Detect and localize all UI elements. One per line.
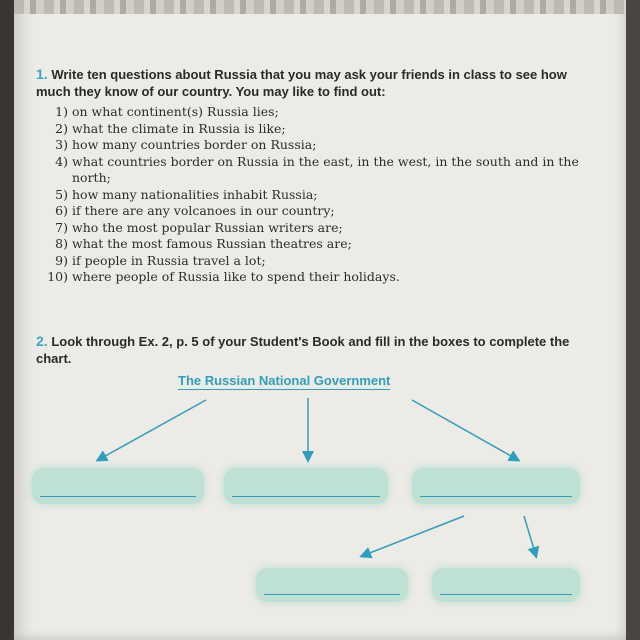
answer-line	[232, 496, 380, 497]
question-number: 1)	[55, 104, 68, 119]
question-text: if there are any volcanoes in our country;	[72, 203, 335, 218]
question-text: what countries border on Russia in the east, in the west, in the south and in the north;	[72, 153, 579, 185]
question-text: on what continent(s) Russia lies;	[72, 104, 279, 119]
question-number: 4)	[55, 153, 68, 169]
question-number: 5)	[55, 186, 68, 202]
answer-line	[40, 496, 196, 497]
question-number: 9)	[55, 252, 68, 268]
arrow-to-box-1	[98, 400, 206, 460]
question-text: how many nationalities inhabit Russia;	[72, 186, 318, 202]
answer-line	[440, 594, 572, 595]
arrow-to-box-3	[412, 400, 518, 460]
answer-line	[264, 594, 400, 595]
question-text: what the most famous Russian theatres are;	[72, 236, 352, 251]
exercise-2-number: 2.	[36, 333, 48, 349]
chart-box-1[interactable]	[32, 468, 204, 504]
chart-box-4[interactable]	[256, 568, 408, 602]
arrow-to-box-5	[524, 516, 536, 556]
exercise-2-instruction: Look through Ex. 2, p. 5 of your Student's Book and fill in the boxes to complete the chart.	[36, 334, 570, 366]
chart-box-3[interactable]	[412, 468, 580, 504]
exercise-1-instruction: Write ten questions about Russia that you may ask your friends in class to see how much they know of our country. You may like to find out:	[36, 67, 567, 99]
question-text: who the most popular Russian writers are;	[72, 219, 343, 235]
question-text: how many countries border on Russia;	[72, 137, 317, 152]
chart-box-5[interactable]	[432, 568, 580, 602]
question-number: 8)	[55, 236, 68, 251]
question-text: what the climate in Russia is like;	[72, 120, 286, 136]
answer-line	[420, 496, 572, 497]
question-number: 10)	[47, 269, 68, 284]
exercise-1-number: 1.	[36, 66, 48, 82]
question-number: 3)	[55, 137, 68, 152]
chart-title: The Russian National Government	[178, 373, 391, 388]
question-number: 6)	[55, 203, 68, 218]
question-text: where people of Russia like to spend their holidays.	[72, 269, 400, 284]
arrow-to-box-4	[362, 516, 464, 556]
chart-box-2[interactable]	[224, 468, 388, 504]
question-number: 2)	[55, 120, 68, 136]
question-number: 7)	[55, 219, 68, 235]
question-text: if people in Russia travel a lot;	[72, 252, 266, 268]
